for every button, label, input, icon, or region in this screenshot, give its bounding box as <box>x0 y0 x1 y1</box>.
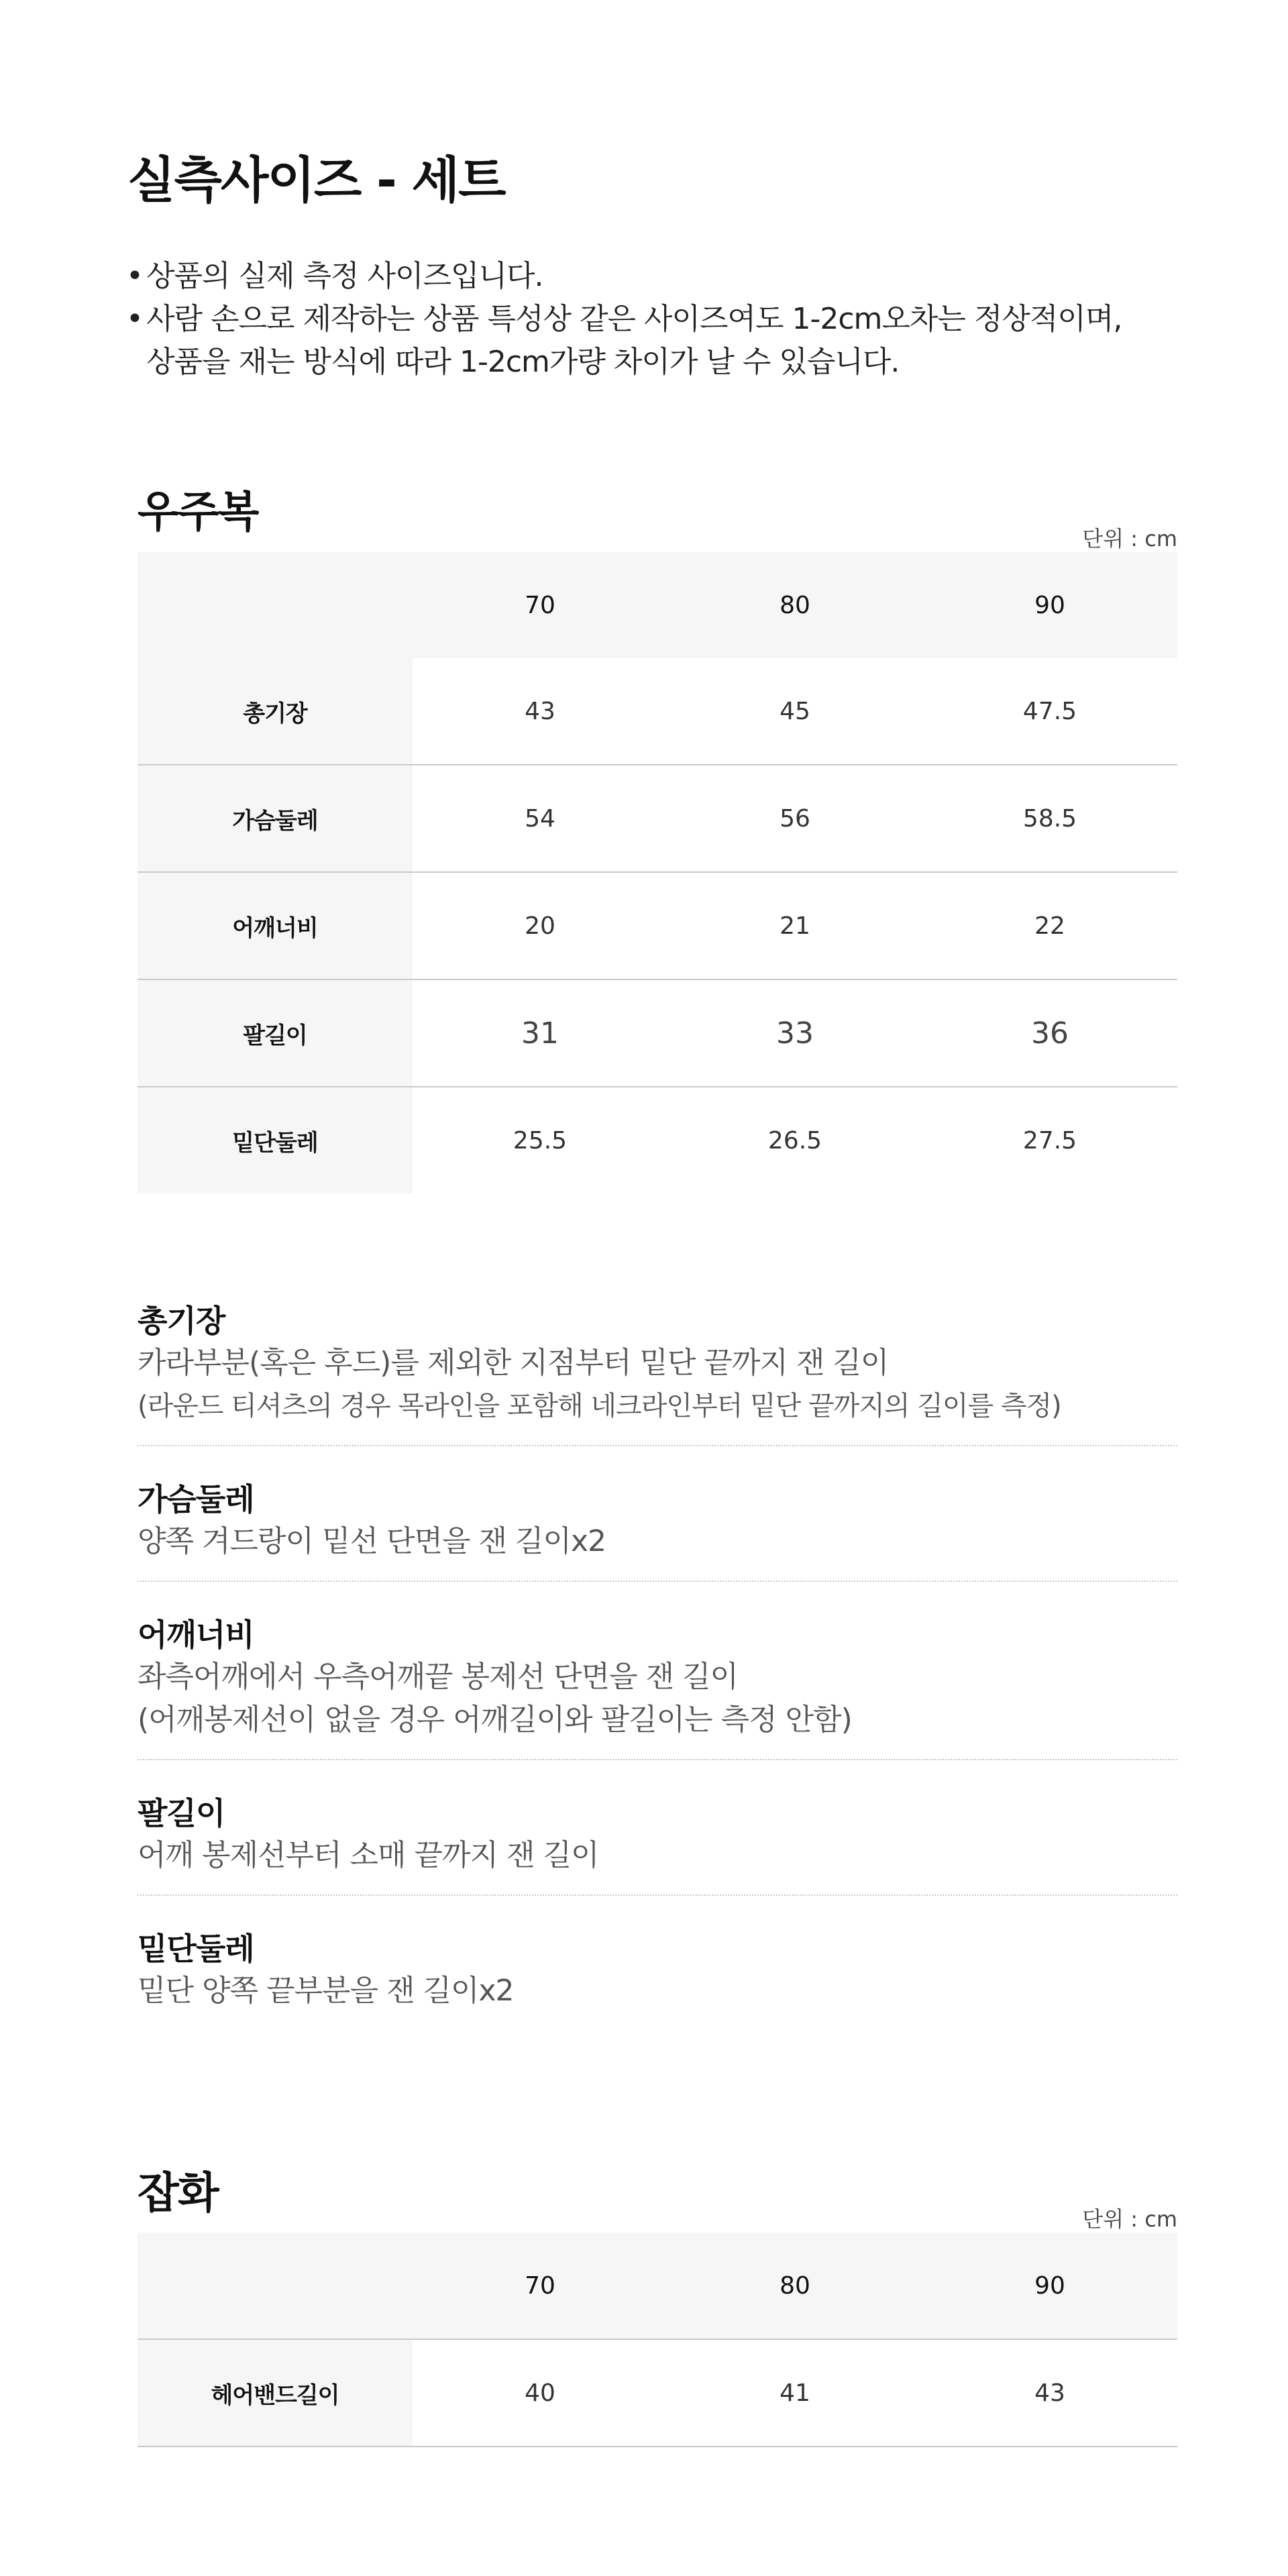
measurement-definitions <box>138 1295 1177 2057</box>
definition-item <box>138 1295 1177 1446</box>
definition-title: 가슴둘레 <box>138 1481 254 1517</box>
section-title-bodysuit: 우주복 <box>138 488 258 537</box>
table-header-row <box>138 2233 1177 2339</box>
definition-title: 밑단둘레 <box>138 1931 254 1967</box>
table-cell: 21 <box>667 872 922 979</box>
table-cell: 33 <box>667 979 922 1087</box>
table-row <box>138 872 1177 979</box>
table-header-row <box>138 552 1177 658</box>
row-label: 팔길이 <box>138 979 413 1087</box>
definition-title: 총기장 <box>138 1303 225 1339</box>
definition-title: 팔길이 <box>138 1795 225 1831</box>
table-row <box>138 765 1177 872</box>
definition-text: 양쪽 겨드랑이 밑선 단면을 잰 길이x2 <box>138 1524 606 1558</box>
size-header: 80 <box>667 552 922 658</box>
size-header: 90 <box>922 552 1177 658</box>
table-corner-cell <box>138 552 413 658</box>
table-cell: 45 <box>667 658 922 765</box>
notice-item: • 상품의 실제 측정 사이즈입니다. <box>123 255 1197 298</box>
table-row <box>138 979 1177 1087</box>
section-title-accessories: 잡화 <box>138 2169 218 2218</box>
table-cell: 54 <box>413 765 667 872</box>
table-cell: 41 <box>667 2339 922 2447</box>
size-header: 80 <box>667 2233 922 2339</box>
notice-item <box>123 298 1197 384</box>
table-cell: 20 <box>413 872 667 979</box>
definition-text: 카라부분(혹은 후드)를 제외한 지점부터 밑단 끝까지 잰 길이 <box>138 1346 889 1380</box>
table-cell: 56 <box>667 765 922 872</box>
table-cell: 58.5 <box>922 765 1177 872</box>
table-cell: 25.5 <box>513 1126 568 1155</box>
size-header: 70 <box>413 2233 667 2339</box>
definition-text: 밑단 양쪽 끝부분을 잰 길이x2 <box>138 1974 514 2008</box>
definition-title: 어깨너비 <box>138 1617 254 1653</box>
size-header: 90 <box>922 2233 1177 2339</box>
table-cell: 36 <box>922 979 1177 1087</box>
table-cell: 43 <box>922 2339 1177 2447</box>
row-label: 밑단둘레 <box>138 1087 413 1193</box>
definition-item <box>138 1923 1177 2030</box>
row-label: 가슴둘레 <box>138 765 413 872</box>
table-row <box>138 2339 1177 2447</box>
definition-text: 좌측어깨에서 우측어깨끝 봉제선 단면을 잰 길이 <box>138 1660 739 1694</box>
definition-item <box>138 1609 1177 1760</box>
row-label: 총기장 <box>138 658 413 765</box>
unit-label: 단위 : cm <box>1082 526 1177 551</box>
table-cell: 27.5 <box>1022 1126 1077 1155</box>
notice-line: 상품을 재는 방식에 따라 1-2cm가량 차이가 날 수 있습니다. <box>146 345 900 379</box>
definition-text: (어깨봉제선이 없을 경우 어깨길이와 팔길이는 측정 안함) <box>138 1703 852 1737</box>
table-cell: 43 <box>413 658 667 765</box>
unit-label: 단위 : cm <box>1082 2206 1177 2232</box>
row-label: 어깨너비 <box>138 872 413 979</box>
table-cell: 40 <box>413 2339 667 2447</box>
size-header: 70 <box>413 552 667 658</box>
definition-text: (라운드 티셔츠의 경우 목라인을 포함해 네크라인부터 밑단 끝까지의 길이를 측정) <box>138 1391 1061 1421</box>
definition-text: 어깨 봉제선부터 소매 끝까지 잰 길이 <box>138 1838 599 1872</box>
page-title: 실측사이즈 - 세트 <box>127 152 505 209</box>
table-cell: 22 <box>922 872 1177 979</box>
accessories-size-table <box>138 2233 1177 2447</box>
table-row <box>138 1087 1177 1193</box>
definition-item <box>138 1473 1177 1582</box>
table-cell: 47.5 <box>922 658 1177 765</box>
table-cell: 31 <box>413 979 667 1087</box>
table-row <box>138 658 1177 765</box>
notice-list <box>123 255 1197 384</box>
bodysuit-size-table <box>138 552 1177 1193</box>
table-corner-cell <box>138 2233 413 2339</box>
notice-line: 사람 손으로 제작하는 상품 특성상 같은 사이즈여도 1-2cm오차는 정상적이며, <box>146 302 1122 336</box>
row-label: 헤어밴드길이 <box>138 2339 413 2447</box>
table-cell: 26.5 <box>767 1126 822 1155</box>
definition-item <box>138 1787 1177 1896</box>
